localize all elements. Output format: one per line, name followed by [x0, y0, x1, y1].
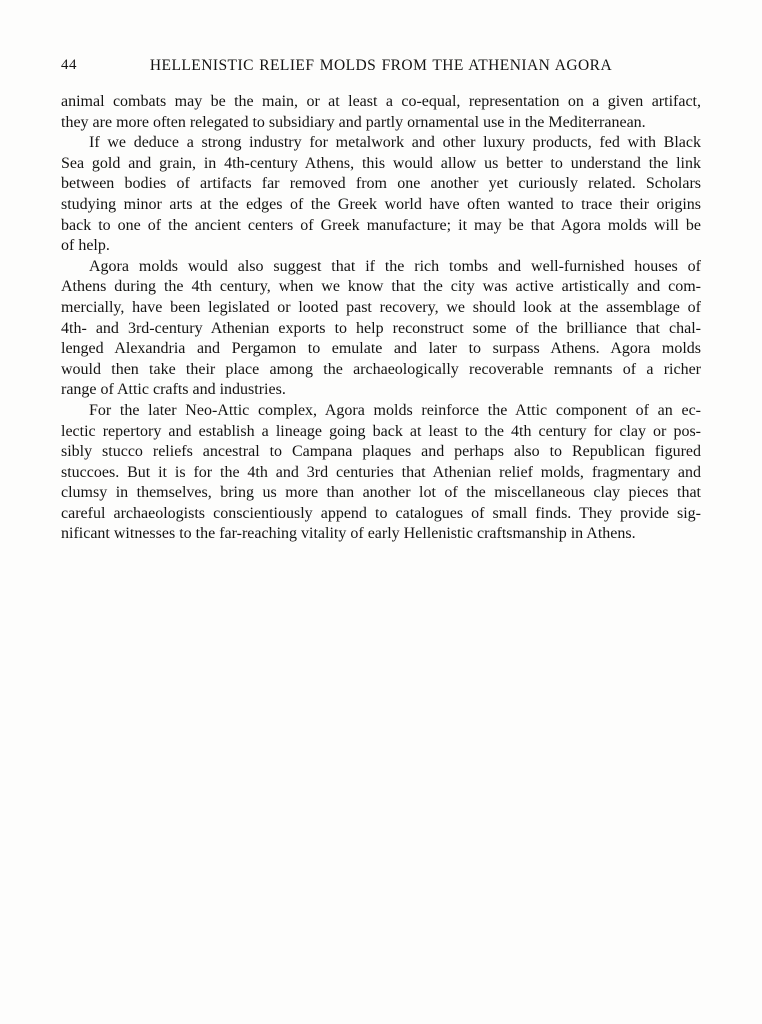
text-line: nificant witnesses to the far-reaching vitality of early Hellenistic craftsmanship in Athens. [61, 525, 636, 543]
text-line: Sea gold and grain, in 4th-century Athens, this would allow us better to understand the link [61, 154, 701, 172]
text-line: lenged Alexandria and Pergamon to emulate and later to surpass Athens. Agora molds [61, 340, 701, 358]
text-line: between bodies of artifacts far removed from one another yet curiously related. Scholars [61, 175, 701, 193]
text-line: animal combats may be the main, or at least a co-equal, representation on a given artifact, [61, 93, 701, 110]
text-line: For the later Neo-Attic complex, Agora molds reinforce the Attic component of an ec- [89, 401, 701, 419]
text-line: they are more often relegated to subsidiary and partly ornamental use in the Mediterranean. [61, 113, 646, 131]
running-head: HELLENISTIC RELIEF MOLDS FROM THE ATHENIAN AGORA [149, 57, 613, 74]
text-line: studying minor arts at the edges of the Greek world have often wanted to trace their origins [61, 195, 701, 213]
text-line: mercially, have been legislated or looted past recovery, we should look at the assemblage of [61, 298, 701, 316]
text-line: range of Attic crafts and industries. [61, 381, 286, 399]
text-line: If we deduce a strong industry for metalwork and other luxury products, fed with Black [89, 134, 701, 152]
page-header [61, 55, 701, 76]
text-line: back to one of the ancient centers of Greek manufacture; it may be that Agora molds will be [61, 216, 701, 234]
text-line: would then take their place among the archaeologically recoverable remnants of a richer [61, 360, 701, 378]
page-number: 44 [61, 57, 77, 73]
text-line: sibly stucco reliefs ancestral to Campana plaques and perhaps also to Republican figured [61, 443, 701, 461]
text-line: Agora molds would also suggest that if the rich tombs and well-furnished houses of [89, 257, 701, 275]
text-line: of help. [61, 237, 110, 255]
text-line: careful archaeologists conscientiously append to catalogues of small finds. They provide sig- [61, 504, 701, 522]
body-text [61, 92, 701, 545]
text-line: lectic repertory and establish a lineage going back at least to the 4th century for clay or pos- [61, 422, 701, 440]
text-line: clumsy in themselves, bring us more than another lot of the miscellaneous clay pieces that [61, 484, 701, 502]
text-line: stuccoes. But it is for the 4th and 3rd centuries that Athenian relief molds, fragmentary and [61, 463, 701, 481]
text-line: 4th- and 3rd-century Athenian exports to help reconstruct some of the brilliance that chal- [61, 319, 701, 337]
text-line: Athens during the 4th century, when we know that the city was active artistically and com- [61, 278, 701, 296]
